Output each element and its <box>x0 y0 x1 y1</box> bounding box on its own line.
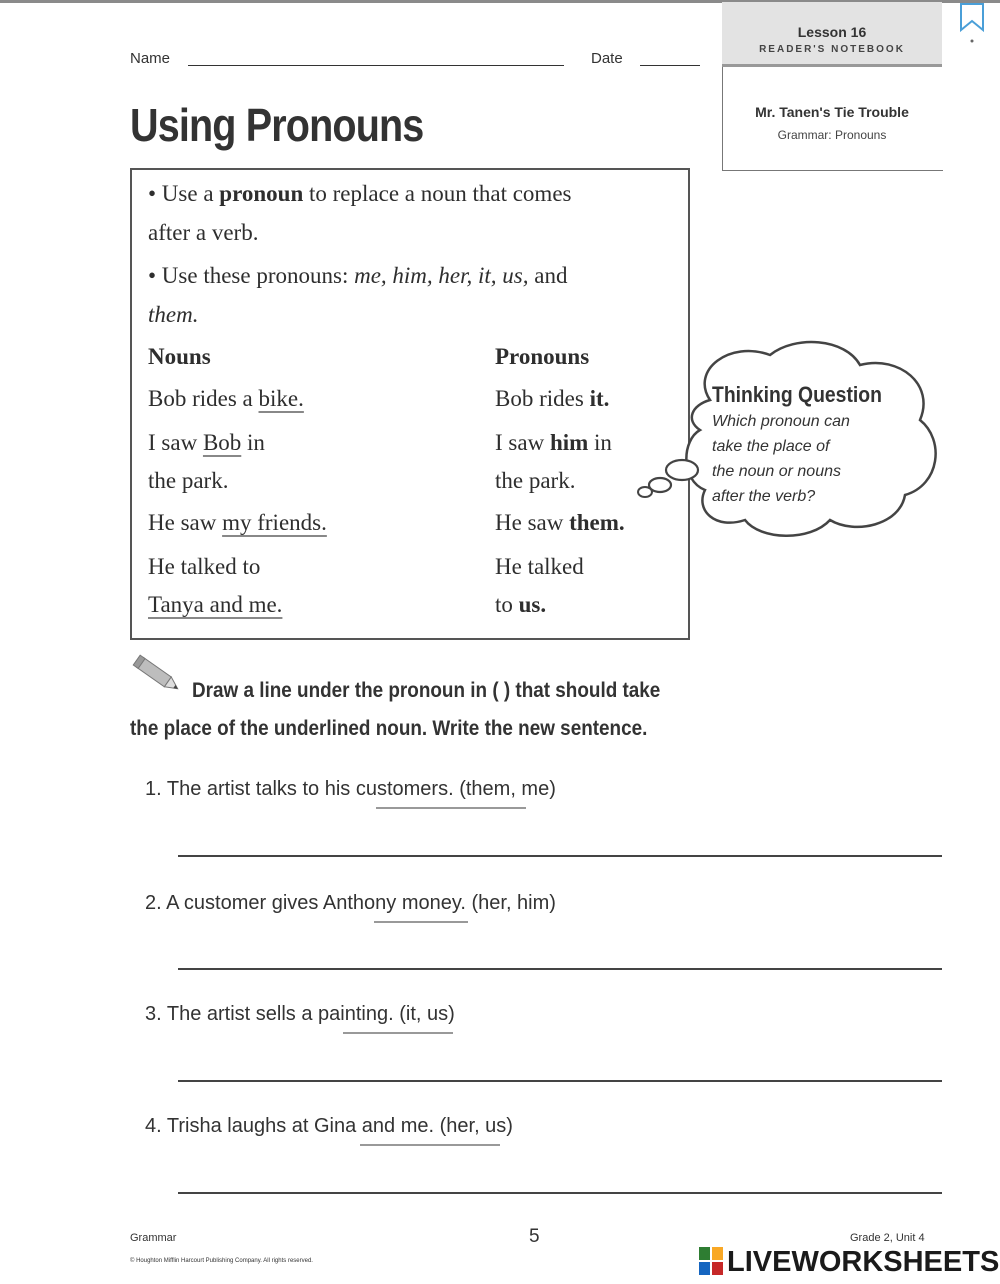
name-line[interactable] <box>188 65 564 66</box>
question-3-noun-underline <box>343 1032 453 1034</box>
question-4: 4. Trisha laughs at Gina and me. (her, us) <box>145 1115 513 1137</box>
lesson-topic: Grammar: Pronouns <box>777 128 887 142</box>
pronoun-example-3: He saw them. <box>495 510 625 535</box>
page-title: Using Pronouns <box>130 99 424 151</box>
pronoun-example-2: I saw him in <box>495 430 612 455</box>
footer-grade: Grade 2, Unit 4 <box>850 1232 925 1244</box>
liveworksheets-logo-icon[interactable] <box>698 1246 724 1281</box>
copyright: © Houghton Mifflin Harcourt Publishing Company. All rights reserved. <box>130 1258 313 1264</box>
pencil-icon <box>132 652 184 698</box>
name-label: Name <box>130 50 171 67</box>
date-label: Date <box>591 50 623 67</box>
noun-example-1: Bob rides a bike. <box>148 386 304 411</box>
thinking-question-line-4: after the verb? <box>712 488 816 505</box>
footer-subject: Grammar <box>130 1232 177 1244</box>
noun-example-4: He talked to <box>148 554 261 579</box>
question-2: 2. A customer gives Anthony money. (her, him) <box>145 892 556 914</box>
noun-example-2-cont: the park. <box>148 468 229 493</box>
lesson-title: Lesson 16 <box>797 24 867 40</box>
question-1-noun-underline <box>376 807 526 809</box>
story-title: Mr. Tanen's Tie Trouble <box>755 104 909 120</box>
answer-line-3[interactable] <box>178 1080 942 1082</box>
pronouns-header: Pronouns <box>495 344 590 369</box>
answer-line-2[interactable] <box>178 968 942 970</box>
rule-bullet-1-cont: after a verb. <box>148 220 259 245</box>
noun-example-3: He saw my friends. <box>148 510 327 535</box>
question-4-noun-underline <box>360 1144 500 1146</box>
thinking-question-line-1: Which pronoun can <box>712 413 850 430</box>
noun-example-4-cont: Tanya and me. <box>148 592 283 617</box>
instructions-line-2: the place of the underlined noun. Write the new sentence. <box>130 717 648 740</box>
rule-bullet-1: • Use a pronoun to replace a noun that comes <box>148 181 572 206</box>
question-3: 3. The artist sells a painting. (it, us) <box>145 1003 455 1025</box>
date-line[interactable] <box>640 65 700 66</box>
question-1: 1. The artist talks to his customers. (them, me) <box>145 778 556 800</box>
pronoun-example-2-cont: the park. <box>495 468 576 493</box>
answer-line-4[interactable] <box>178 1192 942 1194</box>
answer-line-1[interactable] <box>178 855 942 857</box>
instructions-line-1: Draw a line under the pronoun in ( ) that should take <box>192 679 661 702</box>
page-number: 5 <box>529 1226 540 1247</box>
lesson-subtitle: READER'S NOTEBOOK <box>759 44 905 55</box>
pronoun-example-4: He talked <box>495 554 584 579</box>
thinking-question-line-2: take the place of <box>712 438 830 455</box>
nouns-header: Nouns <box>148 344 211 369</box>
question-2-noun-underline <box>374 921 468 923</box>
noun-example-2: I saw Bob in <box>148 430 265 455</box>
liveworksheets-brand[interactable]: LIVEWORKSHEETS <box>727 1246 1000 1278</box>
pronoun-example-4-cont: to us. <box>495 592 547 617</box>
bookmark-icon[interactable] <box>958 2 986 51</box>
thinking-question-line-3: the noun or nouns <box>712 463 841 480</box>
thinking-question-title: Thinking Question <box>712 382 882 407</box>
rule-bullet-2-cont: them. <box>148 302 199 327</box>
rule-bullet-2: • Use these pronouns: me, him, her, it, us, and <box>148 263 568 288</box>
pronoun-example-1: Bob rides it. <box>495 386 610 411</box>
